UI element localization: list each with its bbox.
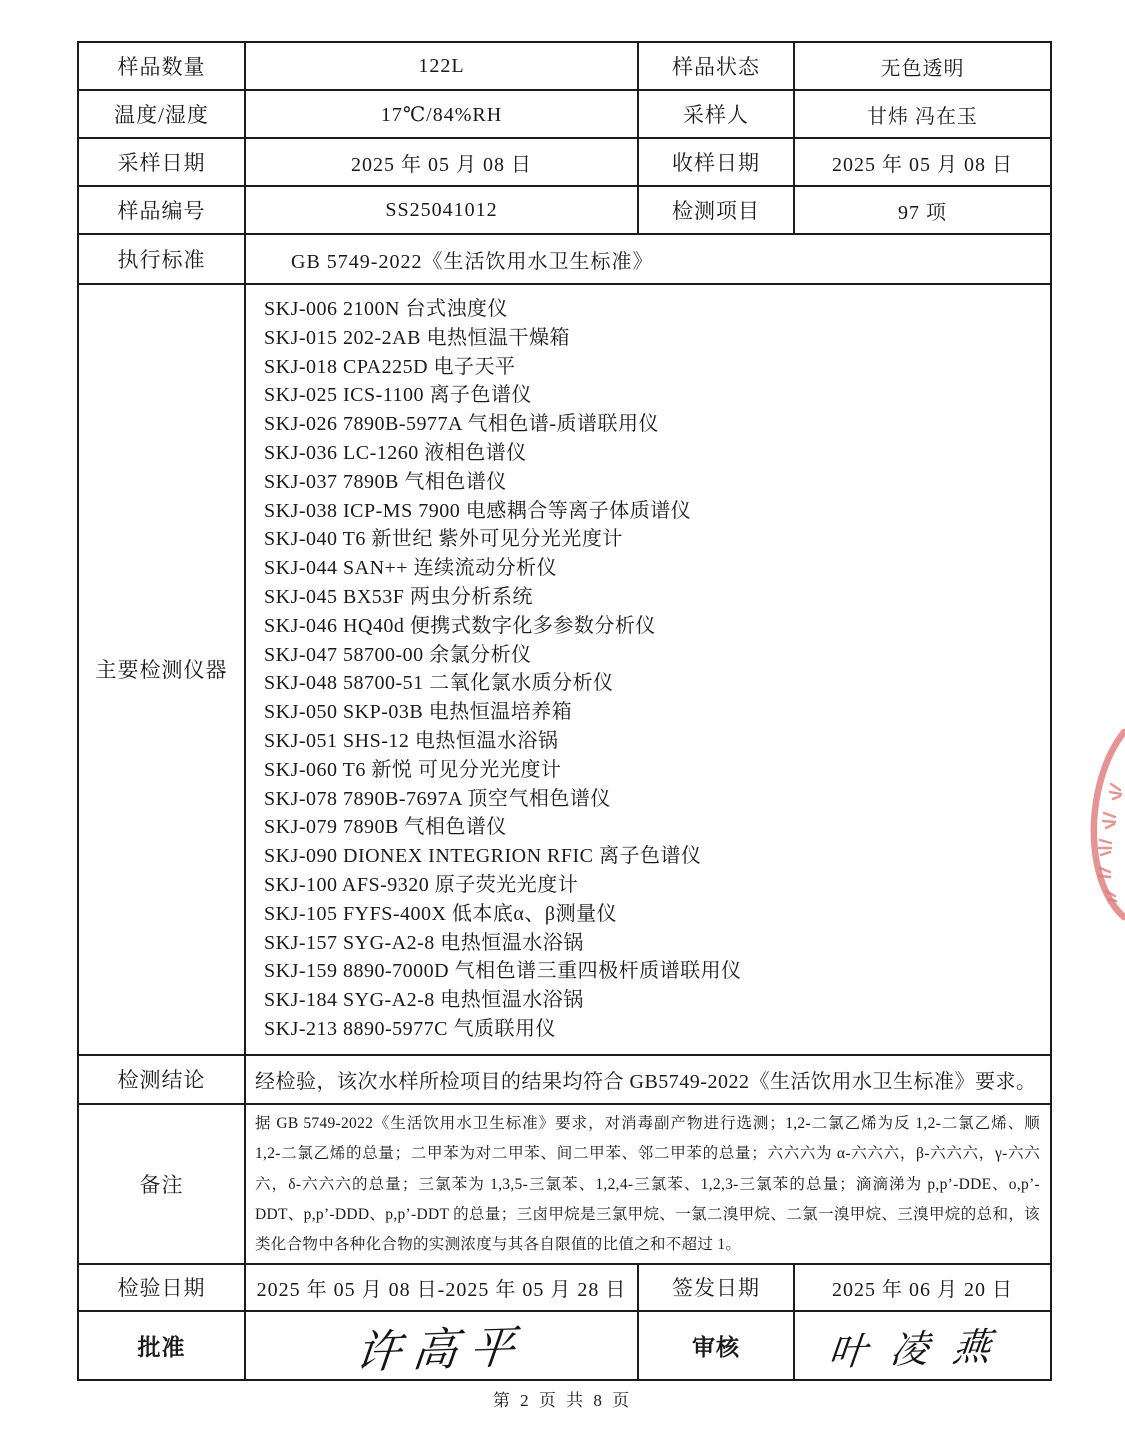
remark-value: 据 GB 5749-2022《生活饮用水卫生标准》要求，对消毒副产物进行选测；1,2-二氯乙烯为反 1,2-二氯乙烯、顺 1,2-二氯乙烯的总量；二甲苯为对二甲苯、间二甲苯、邻二甲苯的总量；六六六为 α-六六六，β-六六六，γ-六六六，δ-六六六的总量；三氯苯为 1,3,5-三氯苯、1,2,4-三氯苯、1,2,3-三氯苯的总量；滴滴涕为 p,p’-DDE、o,p’-DDT、p,p’-DDD、p,p’-DDT 的总量；三卤甲烷是三氯甲烷、一氯二溴甲烷、二氯一溴甲烷、三溴甲烷的总和，该类化合物中各种化合物的实测浓度与其各自限值的比值之和不超过 1。 — [245, 1104, 1051, 1264]
instrument-line: SKJ-046 HQ40d 便携式数字化多参数分析仪 — [264, 614, 656, 637]
instrument-line: SKJ-078 7890B-7697A 顶空气相色谱仪 — [264, 787, 611, 810]
approve-signature-cell — [245, 1311, 638, 1380]
instrument-list — [247, 286, 1049, 1053]
instrument-line: SKJ-040 T6 新世纪 紫外可见分光光度计 — [264, 528, 623, 551]
table-row — [78, 284, 1051, 1055]
review-label: 审核 — [638, 1311, 794, 1380]
review-signature-cell — [794, 1311, 1051, 1380]
instrument-line: SKJ-159 8890-7000D 气相色谱三重四极杆质谱联用仪 — [264, 960, 742, 983]
table-row — [78, 42, 1051, 90]
instrument-line: SKJ-015 202-2AB 电热恒温干燥箱 — [264, 326, 570, 349]
sample-quantity-label: 样品数量 — [78, 42, 245, 90]
red-seal-fragment-icon — [1085, 726, 1125, 922]
table-row — [78, 90, 1051, 138]
issue-date-value: 2025 年 06 月 20 日 — [794, 1264, 1051, 1311]
temp-humidity-value: 17℃/84%RH — [245, 90, 638, 138]
conclusion-label: 检测结论 — [78, 1055, 245, 1104]
instrument-line: SKJ-060 T6 新悦 可见分光光度计 — [264, 758, 562, 781]
instrument-line: SKJ-213 8890-5977C 气质联用仪 — [264, 1017, 557, 1040]
standard-value: GB 5749-2022《生活饮用水卫生标准》 — [245, 234, 1051, 284]
approver-signature: 许高平 — [352, 1321, 530, 1378]
instrument-line: SKJ-090 DIONEX INTEGRION RFIC 离子色谱仪 — [264, 845, 702, 868]
table-row — [78, 1264, 1051, 1311]
inspection-date-label: 检验日期 — [78, 1264, 245, 1311]
instrument-line: SKJ-037 7890B 气相色谱仪 — [264, 470, 507, 493]
test-items-label: 检测项目 — [638, 186, 794, 234]
instrument-line: SKJ-048 58700-51 二氧化氯水质分析仪 — [264, 672, 614, 695]
instrument-line: SKJ-006 2100N 台式浊度仪 — [264, 298, 508, 320]
remark-label: 备注 — [78, 1104, 245, 1264]
instrument-line: SKJ-045 BX53F 两虫分析系统 — [264, 585, 533, 608]
instrument-line: SKJ-079 7890B 气相色谱仪 — [264, 816, 507, 839]
sample-state-label: 样品状态 — [638, 42, 794, 90]
conclusion-value: 经检验，该次水样所检项目的结果均符合 GB5749-2022《生活饮用水卫生标准》要求。 — [245, 1055, 1051, 1104]
table-row — [78, 186, 1051, 234]
reviewer-signature: 叶凌燕 — [826, 1325, 1018, 1375]
instrument-line: SKJ-026 7890B-5977A 气相色谱-质谱联用仪 — [264, 413, 660, 436]
test-items-value: 97 项 — [794, 186, 1051, 234]
instrument-line: SKJ-044 SAN++ 连续流动分析仪 — [264, 557, 558, 580]
instruments-label: 主要检测仪器 — [78, 284, 245, 1055]
table-row — [78, 1055, 1051, 1104]
receive-date-value: 2025 年 05 月 08 日 — [794, 138, 1051, 186]
table-row — [78, 1104, 1051, 1264]
instrument-line: SKJ-047 58700-00 余氯分析仪 — [264, 643, 532, 666]
instrument-line: SKJ-018 CPA225D 电子天平 — [264, 355, 516, 378]
sampling-date-label: 采样日期 — [78, 138, 245, 186]
instrument-line: SKJ-036 LC-1260 液相色谱仪 — [264, 441, 527, 464]
sample-state-value: 无色透明 — [794, 42, 1051, 90]
instrument-line: SKJ-050 SKP-03B 电热恒温培养箱 — [264, 701, 573, 724]
instrument-line: SKJ-100 AFS-9320 原子荧光光度计 — [264, 873, 579, 896]
report-table — [77, 41, 1052, 1381]
page-number: 第 2 页 共 8 页 — [492, 1391, 633, 1410]
issue-date-label: 签发日期 — [638, 1264, 794, 1311]
table-row — [78, 234, 1051, 284]
sample-number-label: 样品编号 — [78, 186, 245, 234]
instrument-line: SKJ-051 SHS-12 电热恒温水浴锅 — [264, 729, 559, 752]
instrument-line: SKJ-038 ICP-MS 7900 电感耦合等离子体质谱仪 — [264, 499, 692, 522]
table-row — [78, 1311, 1051, 1380]
instrument-line: SKJ-025 ICS-1100 离子色谱仪 — [264, 384, 533, 407]
instrument-line: SKJ-105 FYFS-400X 低本底α、β测量仪 — [264, 902, 618, 925]
receive-date-label: 收样日期 — [638, 138, 794, 186]
sampler-label: 采样人 — [638, 90, 794, 138]
instrument-line: SKJ-157 SYG-A2-8 电热恒温水浴锅 — [264, 931, 584, 954]
temp-humidity-label: 温度/湿度 — [78, 90, 245, 138]
inspection-date-value: 2025 年 05 月 08 日-2025 年 05 月 28 日 — [245, 1264, 638, 1311]
table-row — [78, 138, 1051, 186]
instrument-line: SKJ-184 SYG-A2-8 电热恒温水浴锅 — [264, 989, 584, 1012]
sample-quantity-value: 122L — [245, 42, 638, 90]
approve-label: 批准 — [78, 1311, 245, 1380]
sampling-date-value: 2025 年 05 月 08 日 — [245, 138, 638, 186]
sampler-value: 甘炜 冯在玉 — [794, 90, 1051, 138]
instruments-cell — [245, 284, 1051, 1055]
standard-label: 执行标准 — [78, 234, 245, 284]
sample-number-value: SS25041012 — [245, 186, 638, 234]
